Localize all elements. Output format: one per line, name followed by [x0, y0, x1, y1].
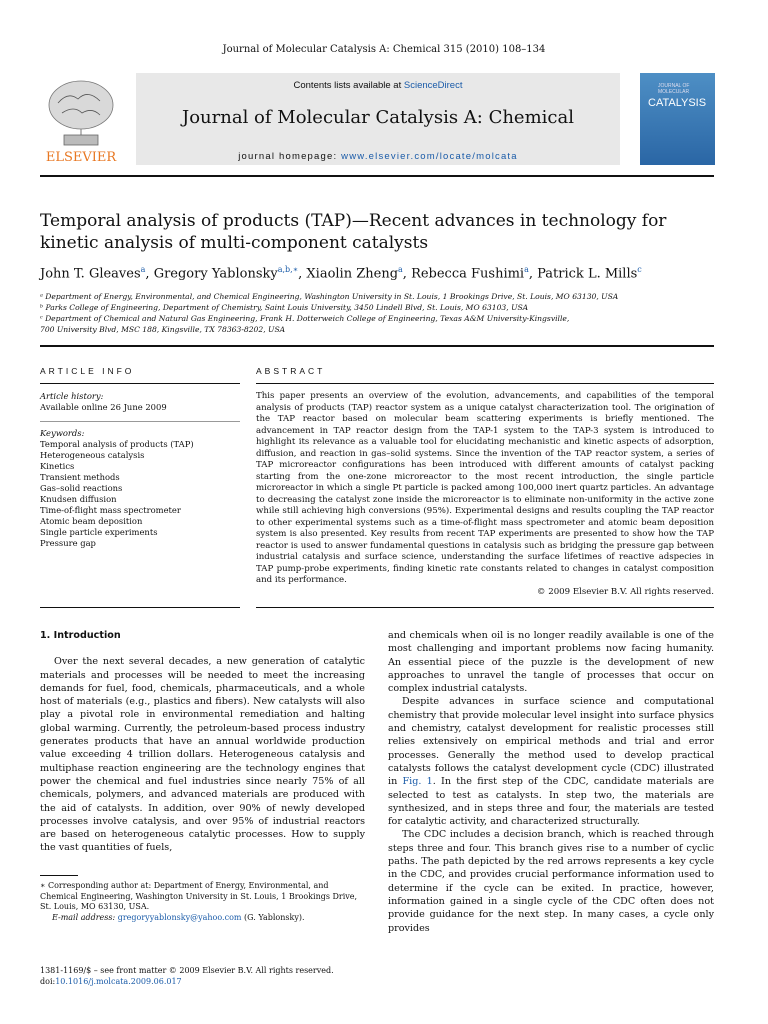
figure-link[interactable]: Fig. 1 — [402, 776, 433, 788]
homepage-link[interactable]: www.elsevier.com/locate/molcata — [341, 151, 518, 162]
body-paragraph — [388, 695, 714, 828]
article-title: Temporal analysis of products (TAP)—Recent advances in technology for kinetic analysis of multi-component catalysts — [40, 211, 667, 253]
author-name: Rebecca Fushimi — [411, 266, 525, 282]
keyword-item: Atomic beam deposition — [40, 516, 143, 526]
elsevier-logo — [40, 73, 122, 165]
doi-label: doi: — [40, 977, 56, 986]
author-affil-marker[interactable]: a — [140, 265, 146, 274]
article-history — [40, 391, 250, 413]
author-affil-marker[interactable]: a — [524, 265, 529, 274]
keyword-item: Kinetics — [40, 461, 75, 471]
sciencedirect-link[interactable]: ScienceDirect — [403, 80, 463, 91]
keyword-item: Knudsen diffusion — [40, 494, 117, 504]
author-name: Patrick L. Mills — [537, 266, 638, 282]
left-column — [40, 629, 365, 855]
contents-prefix: Contents lists available at — [293, 80, 404, 91]
affiliation: 700 University Blvd, MSC 188, Kingsville, TX 78363-8202, USA — [40, 325, 286, 334]
affiliation: ᵇ Parks College of Engineering, Department of Chemistry, Saint Louis University, 3450 Lindell Blvd, St. Louis, MO 63103, USA — [40, 303, 529, 312]
keywords-block — [40, 428, 250, 549]
publisher-name: ELSEVIER — [45, 150, 117, 165]
section-heading-introduction: 1. Introduction — [40, 630, 121, 641]
paragraph-text: . In the first step of the CDC, candidate materials are selected to test as catalysts. In step two, the materials are synthesized, and in steps three and four, the materials are tested for catalytic activity, and characterized structurally. — [388, 776, 714, 828]
author-name: Xiaolin Zheng — [306, 266, 399, 282]
title-rule — [40, 345, 714, 347]
article-info-bottom-rule — [40, 607, 240, 608]
author-name: Gregory Yablonsky — [153, 266, 278, 282]
right-column — [388, 629, 714, 935]
journal-citation: Journal of Molecular Catalysis A: Chemical 315 (2010) 108–134 — [222, 44, 546, 55]
history-rule — [40, 421, 240, 422]
affiliation: ᵃ Department of Energy, Environmental, and Chemical Engineering, Washington University in St. Louis, 1 Brookings Drive, St. Louis, MO 63130, USA — [40, 292, 619, 301]
keyword-item: Single particle experiments — [40, 527, 158, 537]
abstract-bottom-rule — [256, 607, 714, 608]
author-affil-marker[interactable]: c — [637, 265, 642, 274]
contents-line — [136, 80, 620, 91]
keyword-item: Temporal analysis of products (TAP) — [40, 439, 194, 449]
journal-title: Journal of Molecular Catalysis A: Chemical — [182, 107, 574, 128]
body-paragraph: The CDC includes a decision branch, which is reached through steps three and four. This branch gives rise to a number of cyclic paths. The path depicted by the red arrows represents a key cycle in the CDC, and provides crucial performance information used to determine if the cycle can be exited. In practice, however, information gained in a single cycle of the CDC often does not provide guidance for the next step. In many cases, a cycle only provides — [388, 829, 714, 934]
cover-title: CATALYSIS — [648, 97, 707, 109]
footnote — [40, 881, 365, 923]
keyword-item: Pressure gap — [40, 538, 96, 548]
keyword-list — [40, 439, 250, 549]
body-paragraph: and chemicals when oil is no longer readily available is one of the most challenging and important problems now facing humanity. An essential piece of the puzzle is the development of new approaches to unravel the tangle of processes that occur on complex industrial catalysts. — [388, 630, 714, 695]
keyword-item: Transient methods — [40, 472, 120, 482]
keyword-item: Time-of-flight mass spectrometer — [40, 505, 181, 515]
affiliation: ᶜ Department of Chemical and Natural Gas Engineering, Frank H. Dotterweich College of Engineering, Texas A&M University-Kingsville, — [40, 314, 570, 323]
email-label: E-mail address: — [52, 912, 118, 922]
abstract-heading: ABSTRACT — [256, 366, 326, 376]
abstract-rule — [256, 383, 714, 384]
elsevier-tree-icon — [40, 73, 122, 165]
keyword-item: Gas–solid reactions — [40, 483, 123, 493]
keywords-label: Keywords: — [40, 428, 85, 438]
abstract-text: This paper presents an overview of the evolution, advancements, and capabilities of the temporal analysis of products (TAP) reactor system as a unique catalyst characterization tool. The origination of the TAP reactor based on molecular beam scattering experiments is briefly mentioned. The advancement in TAP reactor design from the TAP-1 system to the TAP-3 system is introduced to highlight its relevance as a valuable tool for elucidating mechanistic and kinetic aspects of adsorption, diffusion, and reaction in gas–solid systems. Since the invention of the TAP reactor system, a series of TAP microreactor configurations has been introduced with different amounts of catalyst packing starting from the one-zone microreactor to the most recent introduction, the single particle microreactor in which a single Pt particle is packed among 100,000 inert quartz particles. An advantage to decreasing the catalyst zone inside the microreactor is to eliminate non-uniformity in the active zone while still achieving high conversions (95%). Experimental designs and results coupling the TAP reactor to other experimental systems such as a time-of-flight mass spectrometer and atomic beam deposition system is also presented. Key results from recent TAP experiments are presented to show how the TAP reactor is used to answer fundamental questions in catalysis such as bridging the pressure gap between industrial catalysis and surface science, understanding the surface lifetimes of reactive adspecies in TAP pump-probe experiments, finding kinetic rate constants related to changes in catalyst composition and its performance. — [256, 391, 714, 585]
history-label: Article history: — [40, 391, 104, 401]
author-name: John T. Gleaves — [40, 266, 141, 282]
footnote-rule — [40, 875, 78, 876]
journal-cover — [640, 73, 715, 165]
abstract-body — [256, 391, 714, 598]
author-affil-marker[interactable]: a — [398, 265, 403, 274]
article-info-heading: ARTICLE INFO — [40, 366, 135, 376]
doi-link[interactable]: 10.1016/j.molcata.2009.06.017 — [55, 977, 182, 986]
author-affil-marker[interactable]: a,b,∗ — [277, 265, 299, 274]
author-list: John T. Gleaves$^a$, Gregory Yablonsky$^{a,b,∗}$, Xiaolin Zheng$^a$, Rebecca Fushimi$^a$, Patrick L. Mills$^c$ — [40, 265, 642, 282]
header-rule — [40, 175, 714, 177]
abstract-copyright: © 2009 Elsevier B.V. All rights reserved. — [536, 586, 714, 597]
homepage-prefix: journal homepage: — [238, 151, 342, 162]
keyword-item: Heterogeneous catalysis — [40, 450, 145, 460]
email-link[interactable]: gregoryyablonsky@yahoo.com — [117, 912, 242, 922]
cover-subtitle: JOURNAL OF MOLECULAR — [658, 83, 690, 95]
journal-homepage — [136, 151, 620, 162]
paragraph-text: Despite advances in surface science and computational chemistry that provide molecular level insight into surface physics and chemistry, catalyst development for realistic processes still relies extensively on empirical methods and trial and error processes. Generally the method used to develop practical catalysts follows the catalyst development cycle (CDC) illustrated in — [388, 696, 714, 788]
front-matter — [40, 965, 365, 987]
history-value: Available online 26 June 2009 — [40, 402, 167, 412]
email-suffix: (G. Yablonsky). — [241, 912, 305, 922]
corresponding-author-note: ∗ Corresponding author at: Department of Energy, Environmental, and Chemical Engineering, Washington University in St. Louis, 1 Brookings Drive, St. Louis, MO 63130, USA. — [40, 881, 358, 911]
article-info-rule — [40, 383, 240, 384]
issn-line: 1381-1169/$ – see front matter © 2009 Elsevier B.V. All rights reserved. — [40, 966, 334, 975]
body-paragraph: Over the next several decades, a new generation of catalytic materials and processes will be needed to meet the increasing demands for fuel, food, chemicals, pharmaceuticals, and a whole host of materials (e.g., plastics and fibers). New catalysts will also play a pivotal role in environmental remediation and halting global warming. Currently, the petroleum-based process industry generates products that have an annual worldwide production value exceeding 4 trillion dollars. Heterogeneous catalysis and multiphase reaction engineering are the technology engines that power the chemical and fuel industries since nearly 75% of all chemicals, polymers, and advanced materials are produced with the aid of catalysts. In addition, over 90% of newly developed processes involve catalysis, and over 95% of industrial reactors are based on heterogeneous catalytic processes. How to supply the vast quantities of fuels, — [40, 656, 365, 854]
